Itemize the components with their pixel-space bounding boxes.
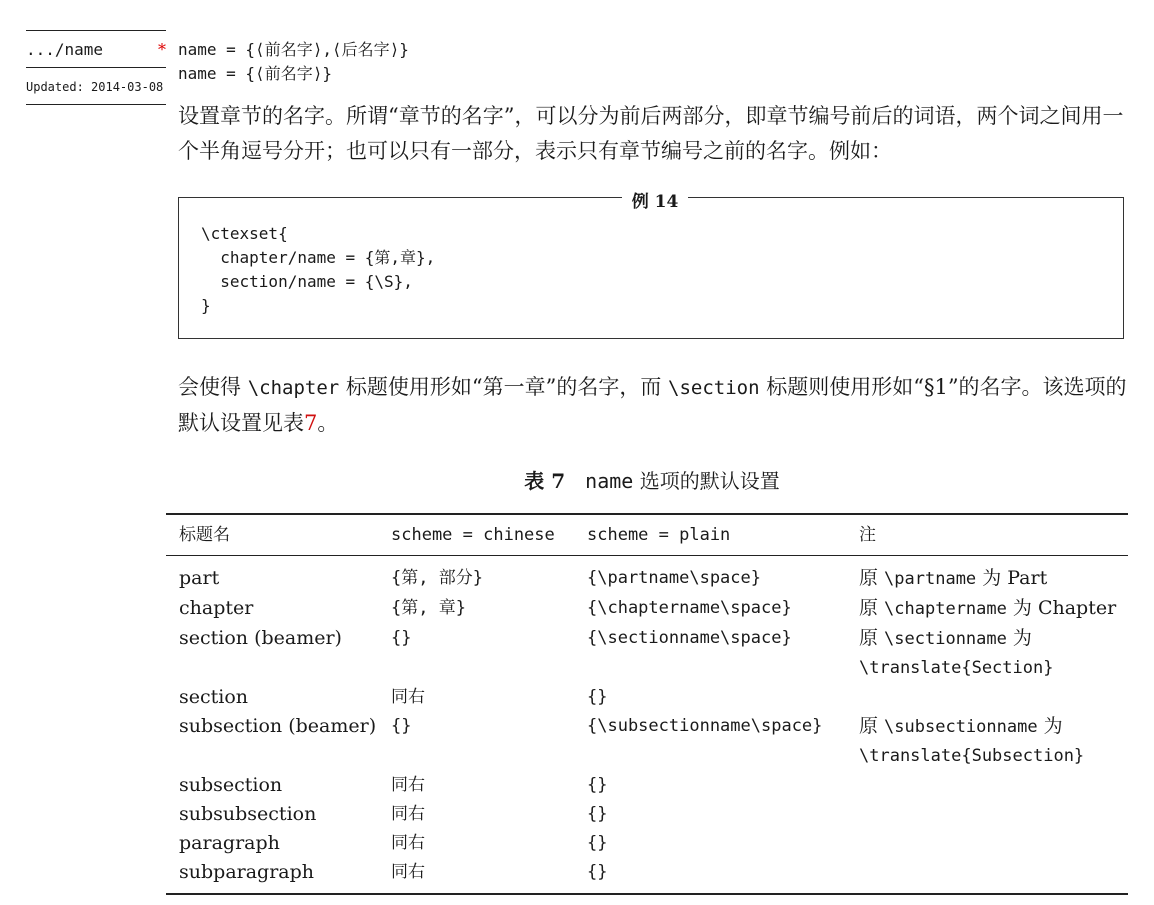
note-line [859,564,1128,594]
note-prefix: 原 [859,567,885,589]
option-syntax [178,38,409,86]
note-cell [859,683,1128,712]
note-cell [859,556,1128,595]
table-cell: {} [587,775,608,795]
example-code: \ctexset{ chapter/name = {第,章}, section/name = {\S}, } [201,224,436,315]
table-caption [0,465,1154,494]
result-paragraph [178,370,1138,441]
table-row [166,624,1128,683]
table-row [166,858,1128,894]
option-name: .../name [26,40,104,59]
table-cell: 同右 [391,775,425,795]
table-cell: {} [587,862,608,882]
note-code: \chaptername [884,599,1007,619]
table-cell: subparagraph [179,861,315,883]
table-cell: {} [391,716,412,736]
table-row [166,771,1128,800]
table-cell: 同右 [391,833,425,853]
table-cell: subsection (beamer) [179,715,377,737]
defaults-table [166,513,1128,895]
table-cell: part [179,567,220,589]
note-prefix: 原 [859,715,885,737]
table-cell: {第, 章} [391,598,466,618]
table-cell: {} [587,687,608,707]
required-star-icon: * [158,40,166,59]
note-cell [859,800,1128,829]
description-paragraph: 设置章节的名字。所谓“章节的名字”，可以分为前后两部分，即章节编号前后的词语，两个词之间用一个半角逗号分开；也可以只有一部分，表示只有章节编号之前的名字。例如： [178,104,1124,163]
text: 标题则使用形如“§1”的名字。该选项的默认设置见表 [178,375,1127,435]
table-cell: subsection [179,774,283,796]
inline-code: \section [668,377,760,399]
option-bottom-rule [26,104,166,105]
table-cell: chapter [179,597,254,619]
note-suffix: 为 [1037,715,1063,737]
table-cell: {\sectionname\space} [587,628,792,648]
note-line [859,594,1128,624]
text: 。 [317,411,339,435]
note-prefix: 原 [859,597,885,619]
example-title: 例 14 [622,192,689,212]
updated-date: Updated: 2014-03-08 [26,80,164,94]
table-cell: section (beamer) [179,627,342,649]
table-body [166,556,1128,895]
option-margin-box [26,30,166,105]
table-cell: section [179,686,249,708]
table-label: 表 7 [524,469,566,493]
table-cell: subsubsection [179,803,317,825]
header-cell: 标题名 [179,525,230,545]
table-cell: {\chaptername\space} [587,598,792,618]
note-suffix: 为 [1006,627,1032,649]
note-suffix: 为 Chapter [1006,597,1117,619]
table-cell: {} [391,628,412,648]
syntax-line: name = {⟨前名字⟩} [178,64,332,83]
note-suffix: 为 Part [976,567,1048,589]
note-cell [859,624,1128,683]
table-cell: 同右 [391,804,425,824]
note-code: \partname [884,569,977,589]
table-row [166,594,1128,624]
example-box [178,192,1124,339]
note-cell [859,858,1128,894]
note-prefix: 原 [859,627,885,649]
table-reference-link[interactable]: 7 [304,411,318,435]
caption-code: name [585,469,634,493]
text: 标题使用形如“第一章”的名字，而 [339,375,669,399]
table-row [166,556,1128,595]
caption-text: 选项的默认设置 [633,469,780,493]
note-line [859,624,1128,654]
header-cell: 注 [859,525,876,545]
table-row [166,683,1128,712]
syntax-line: name = {⟨前名字⟩,⟨后名字⟩} [178,40,409,59]
note-cell [859,829,1128,858]
inline-code: \chapter [247,377,340,399]
note-code: \sectionname [884,629,1007,649]
table-cell: {} [587,833,608,853]
table-cell: {第, 部分} [391,568,483,588]
note-line [859,712,1128,742]
header-cell: scheme = chinese [391,525,555,545]
header-cell: scheme = plain [587,525,731,545]
note-cell [859,594,1128,624]
table-row [166,800,1128,829]
note-line-code: \translate{Section} [859,658,1054,678]
note-code: \subsectionname [884,717,1038,737]
note-cell [859,771,1128,800]
table-cell: {\subsectionname\space} [587,716,823,736]
table-row [166,712,1128,771]
table-cell: {} [587,804,608,824]
text: 会使得 [178,375,248,399]
note-cell [859,712,1128,771]
table-cell: paragraph [179,832,280,854]
table-cell: 同右 [391,687,425,707]
note-line-code: \translate{Subsection} [859,746,1085,766]
table-cell: 同右 [391,862,425,882]
table-header-row [166,514,1128,556]
table-row [166,829,1128,858]
table-cell: {\partname\space} [587,568,761,588]
